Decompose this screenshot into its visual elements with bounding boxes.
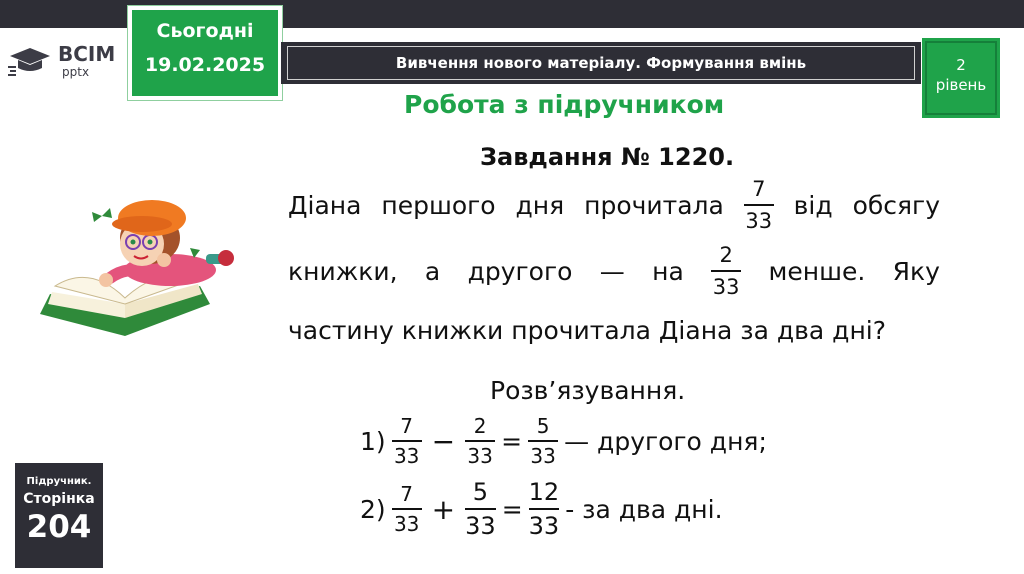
minus-sign: −	[431, 424, 456, 458]
problem-line-text: частину книжки прочитала Діана за два дні?	[288, 316, 886, 345]
textbook-page-box	[15, 463, 103, 568]
fraction-numerator: 7	[400, 414, 414, 438]
fraction-bar	[529, 508, 560, 510]
logo	[8, 40, 128, 84]
girl-reading-book-icon	[30, 186, 240, 356]
problem-word: другого	[467, 256, 573, 286]
fraction	[392, 414, 422, 468]
problem-word: прочитала	[584, 190, 724, 220]
step-text: — другого дня;	[564, 426, 767, 456]
fraction-7-33	[744, 176, 774, 234]
fraction-denominator: 33	[528, 512, 560, 540]
fraction-denominator: 33	[393, 444, 420, 468]
header-bar	[281, 42, 921, 84]
fraction-numerator: 7	[400, 482, 414, 506]
fraction-bar	[465, 440, 495, 442]
graduation-cap-icon	[8, 44, 52, 80]
fraction-bar	[528, 440, 558, 442]
level-number: 2	[956, 56, 966, 74]
fraction-numerator: 12	[528, 478, 560, 506]
solution-step-1	[360, 414, 767, 468]
fraction	[528, 414, 558, 468]
equals-sign: =	[501, 494, 523, 524]
step-text: - за два дні.	[565, 494, 723, 524]
solution-step-2	[360, 478, 723, 540]
page-number: 204	[26, 509, 92, 545]
task-title: Завдання № 1220.	[480, 143, 735, 171]
fraction-numerator: 2	[719, 243, 733, 267]
level-badge	[922, 38, 1000, 118]
fraction-bar	[465, 508, 496, 510]
problem-line-2	[288, 242, 940, 300]
fraction-bar	[711, 270, 741, 272]
fraction-numerator: 5	[472, 478, 489, 506]
problem-word: на	[652, 256, 684, 286]
solution-title: Розв’язування.	[490, 376, 686, 405]
page-label: Сторінка	[23, 491, 95, 507]
fraction-bar	[392, 440, 422, 442]
problem-word: менше.	[768, 256, 866, 286]
problem-line-1	[288, 176, 940, 234]
problem-word: книжки,	[288, 256, 398, 286]
problem-word: від	[793, 190, 833, 220]
fraction-numerator: 5	[536, 414, 550, 438]
fraction-denominator: 33	[393, 512, 420, 536]
fraction	[465, 414, 495, 468]
textbook-label: Підручник.	[26, 476, 92, 487]
fraction-bar	[392, 508, 422, 510]
fraction-2-33	[711, 242, 741, 300]
logo-subtitle: pptx	[62, 65, 90, 79]
level-label: рівень	[935, 76, 987, 94]
problem-word: а	[424, 256, 441, 286]
header-title: Вивчення нового матеріалу. Формування вмінь	[287, 46, 915, 80]
date-card	[128, 6, 282, 100]
problem-word: Яку	[892, 256, 940, 286]
fraction-numerator: 2	[473, 414, 487, 438]
problem-word: дня	[515, 190, 565, 220]
step-index: 1)	[360, 426, 386, 456]
problem-word: —	[599, 256, 625, 286]
fraction	[392, 482, 422, 536]
fraction-denominator: 33	[465, 512, 496, 540]
fraction-denominator: 33	[467, 444, 493, 468]
problem-word: Діана	[288, 190, 362, 220]
fraction	[465, 478, 496, 540]
date-value: 19.02.2025	[144, 54, 266, 76]
date-label: Сьогодні	[156, 20, 254, 42]
fraction-denominator: 33	[745, 209, 773, 233]
problem-line-3	[288, 316, 940, 345]
fraction-denominator: 33	[712, 275, 740, 299]
equals-sign: =	[501, 426, 523, 456]
fraction	[529, 478, 560, 540]
plus-sign: +	[431, 492, 456, 526]
fraction-numerator: 7	[752, 177, 766, 201]
section-subtitle: Робота з підручником	[404, 90, 725, 119]
fraction-denominator: 33	[530, 444, 556, 468]
fraction-bar	[744, 204, 774, 206]
step-index: 2)	[360, 494, 386, 524]
logo-title: ВСІМ	[58, 42, 116, 66]
problem-word: обсягу	[852, 190, 940, 220]
problem-word: першого	[381, 190, 496, 220]
logo-text	[58, 42, 116, 79]
